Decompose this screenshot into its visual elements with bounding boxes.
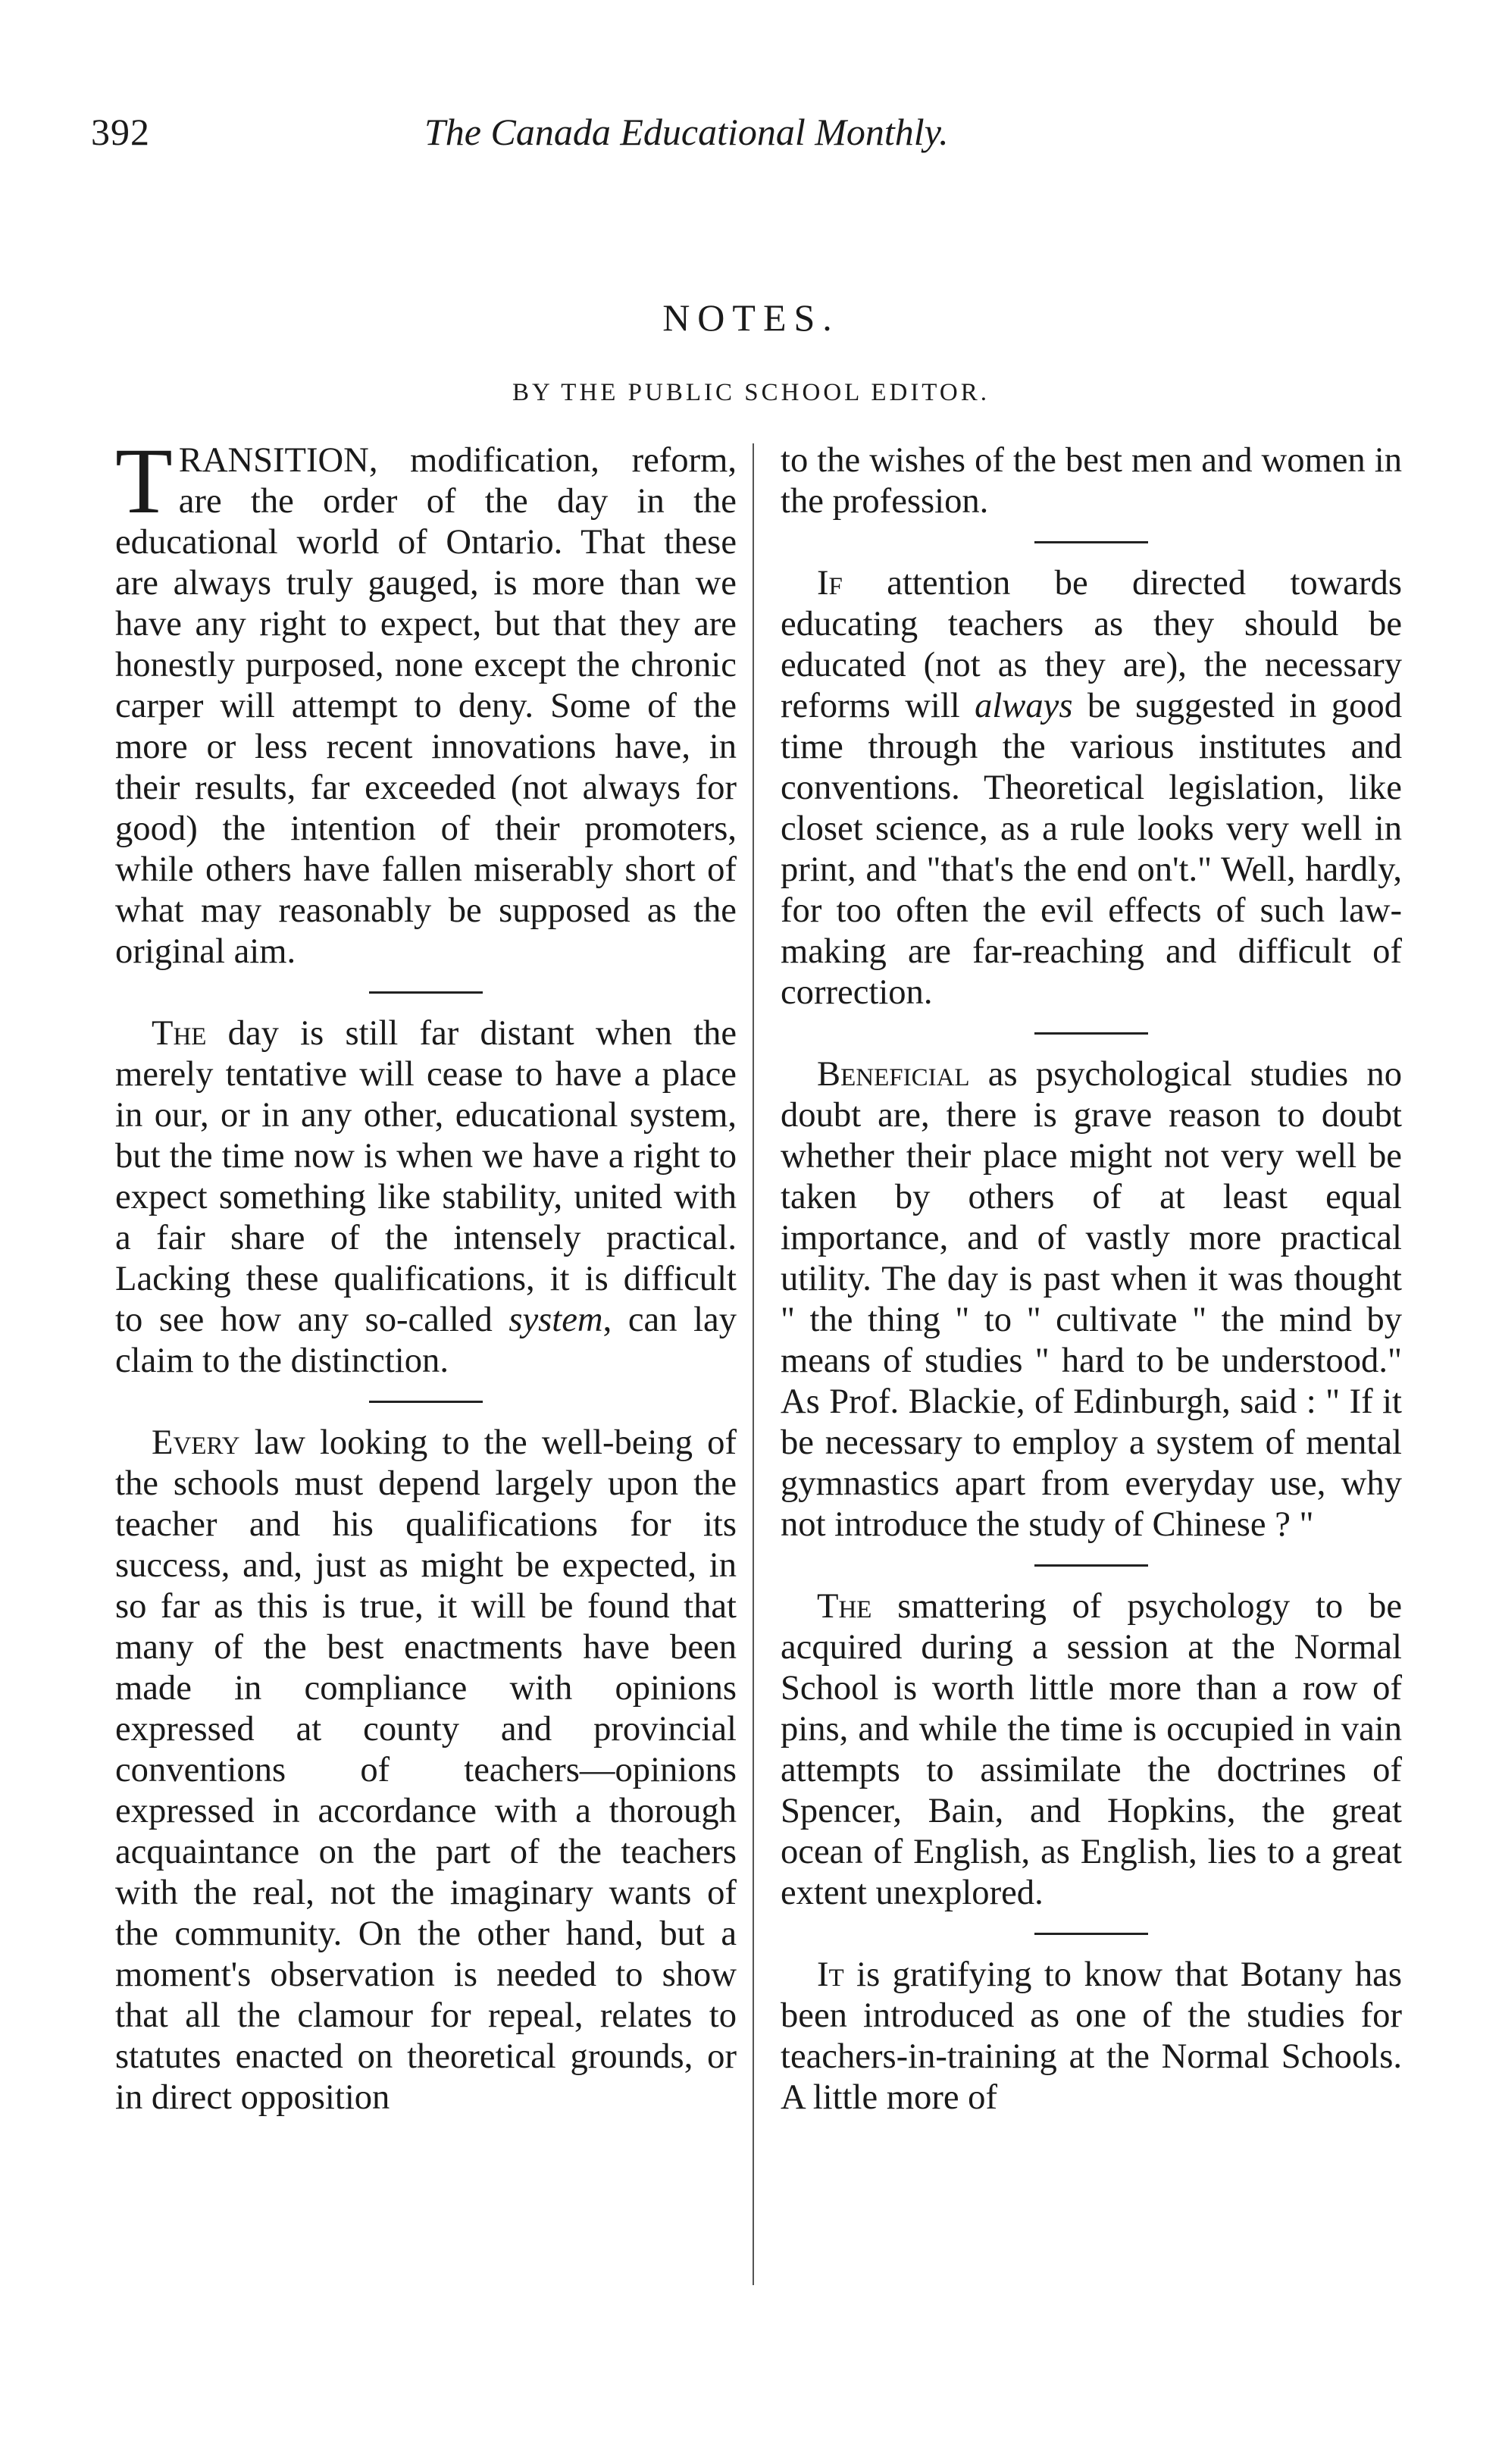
paragraph-every-law bbox=[115, 1422, 737, 2118]
paragraph-smattering bbox=[781, 1586, 1402, 1913]
paragraph-body: as psychological studies no doubt are, there is grave reason to doubt whether their place might not very well be taken by others of at least equal importance, and of vastly more practical utility. The day is past when it was thought " the thing " to " cultivate " the mind by means of studies " hard to be understood." As Prof. Blackie, of Edinburgh, said : " If it be necessary to employ a system of mental gymnastics apart from everyday use, why not introduce the study of Chinese ? " bbox=[781, 1054, 1402, 1544]
section-separator bbox=[115, 972, 737, 1013]
paragraph-tentative bbox=[115, 1013, 737, 1381]
byline: BY THE PUBLIC SCHOOL EDITOR. bbox=[512, 379, 990, 406]
drop-cap: T bbox=[115, 429, 173, 533]
paragraph-body: smattering of psychology to be acquired during a session at the Normal School is worth little more than a row of pins, and while the time is occupied in vain attempts to assimilate the doctrines of Spencer, Bain, and Hopkins, the great ocean of English, as English, lies to a great extent unexplored. bbox=[781, 1586, 1402, 1912]
paragraph-body: day is still far distant when the merely tentative will cease to have a place in our, or in any other, educational system, but the time now is when we have a right to expect something like stability, united with a fair share of the intensely practical. Lacking these qualifications, it is difficult to see how any so-called bbox=[115, 1013, 737, 1339]
paragraph-lead: Every bbox=[152, 1423, 240, 1462]
paragraph-lead: The bbox=[152, 1013, 207, 1053]
italic-term: system bbox=[508, 1300, 603, 1339]
section-separator bbox=[781, 1013, 1402, 1054]
section-separator bbox=[781, 521, 1402, 562]
section-title: NOTES. bbox=[662, 296, 840, 339]
section-separator bbox=[781, 1545, 1402, 1586]
paragraph-lead: If bbox=[817, 563, 843, 603]
paragraph-continued: to the wishes of the best men and women in the profession. bbox=[781, 440, 1402, 521]
paragraph-lead: RANSITION, bbox=[178, 440, 378, 480]
paragraph-psychology bbox=[781, 1054, 1402, 1545]
journal-title: The Canada Educational Monthly. bbox=[424, 111, 949, 153]
right-column bbox=[781, 440, 1402, 2118]
paragraph-body: law looking to the well-being of the schools must depend largely upon the teacher and his qualifications for its success, and, just as might be expected, in so far as this is true, it will be found that many of the best enactments have been made in compliance with opinions expressed at county and provincial conventions of teachers—opinions expressed in accordance with a thorough acquaintance on the part of the teachers with the real, not the imaginary wants of the community. On the other hand, but a moment's observation is needed to show that all the clamour for repeal, relates to statutes enacted on theoretical grounds, or in direct opposition bbox=[115, 1423, 737, 2117]
section-separator bbox=[115, 1381, 737, 1422]
italic-term: always bbox=[975, 686, 1073, 725]
page-number: 392 bbox=[91, 111, 150, 153]
left-column bbox=[115, 429, 737, 2118]
paragraph-body: modification, reform, are the order of the day in the educational world of Ontario. That these are always truly gauged, is more than we have any right to expect, but that they are honestly purposed, none except the chronic carper will attempt to deny. Some of the more or less recent innovations have, in their results, far exceeded (not always for good) the intention of their promoters, while others have fallen miserably short of what may reasonably be supposed as the original aim. bbox=[115, 440, 737, 971]
paragraph-tail: be suggested in good time through the various institutes and conventions. Theoretical legislation, like closet science, as a rule looks very well in print, and "that's the end on't." Well, hardly, for too often the evil effects of such law-making are far-reaching and difficult of correction. bbox=[781, 686, 1402, 1012]
paragraph-tail: , can lay claim to the distinction. bbox=[115, 1300, 737, 1380]
paragraph-transition bbox=[115, 429, 737, 972]
paragraph-lead: The bbox=[817, 1586, 872, 1626]
running-head bbox=[91, 110, 1076, 163]
paragraph-botany bbox=[781, 1954, 1402, 2118]
paragraph-attention bbox=[781, 562, 1402, 1013]
column-divider bbox=[753, 443, 754, 2285]
paragraph-body: is gratifying to know that Botany has been introduced as one of the studies for teachers-in-training at the Normal Schools. A little more of bbox=[781, 1955, 1402, 2117]
section-separator bbox=[781, 1913, 1402, 1954]
paragraph-body: attention be directed towards educating teachers as they should be educated (not as they are), the necessary reforms will bbox=[781, 563, 1402, 725]
paragraph-lead: It bbox=[817, 1955, 844, 1994]
paragraph-lead: Beneficial bbox=[817, 1054, 970, 1094]
